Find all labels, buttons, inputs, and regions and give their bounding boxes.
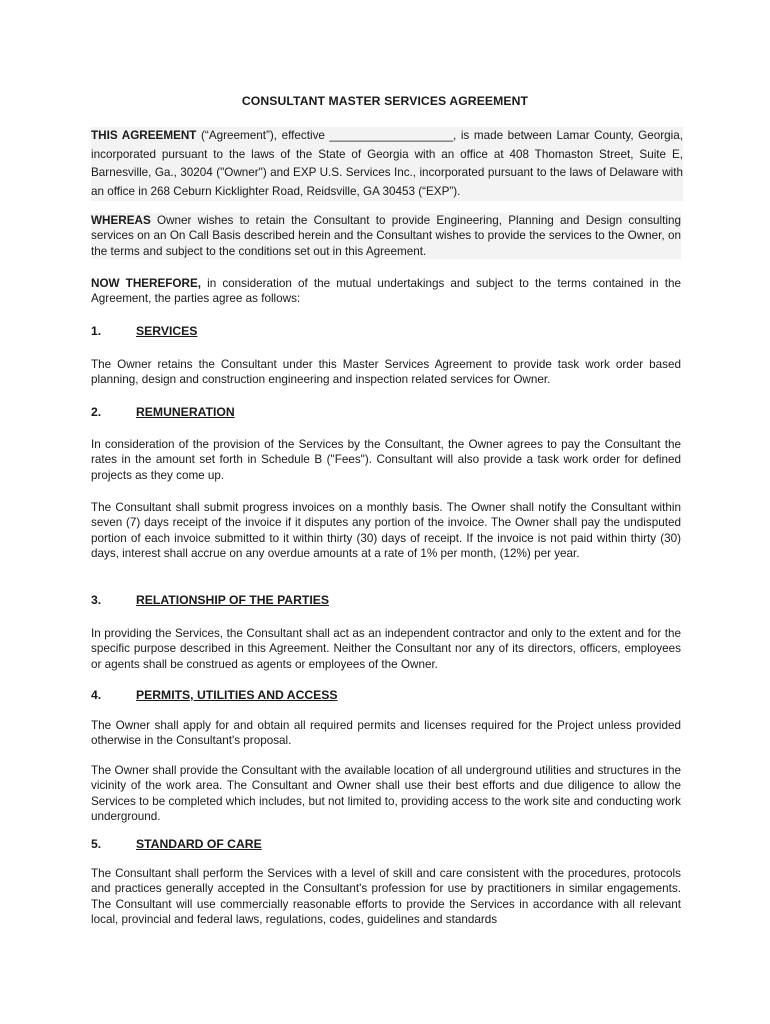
section-paragraph: The Consultant shall perform the Services with a level of skill and care consistent with the procedures, protocols and practices generally accepted in the Consultant's profession for use by practitioners in similar engagements. The Consultant will use commercially reasonable efforts to provide the Services in accordance with all relevant local, provincial and federal laws, regulations, codes, guidelines and standards — [91, 867, 681, 926]
document-title: CONSULTANT MASTER SERVICES AGREEMENT — [241, 94, 529, 108]
intro-paragraph — [91, 127, 683, 201]
section-number: 4. — [91, 688, 102, 702]
section-title: SERVICES — [136, 324, 198, 338]
section-title: PERMITS, UTILITIES AND ACCESS — [136, 688, 338, 702]
section-heading-permits — [91, 688, 338, 702]
section-heading-services — [91, 324, 197, 338]
section-paragraph: The Owner shall provide the Consultant with the available location of all underground utilities and structures in the vicinity of the work area. The Consultant and Owner shall use their best efforts and due diligence to allow the Services to be completed which includes, but not limited to, providing access to the work site and conducting work underground. — [91, 764, 681, 823]
section-heading-relationship — [91, 593, 329, 607]
intro-text: (“Agreement”), effective ___________________, is made between Lamar County, Georgia, incorporated pursuant to the laws of the State of Georgia with an office at 408 Thomaston Street, Suite E, Barnesville, Ga., 30204 ("Owner") and EXP U.S. Services Inc., incorporated pursuant to the laws of Delaware with an office in 268 Ceburn Kicklighter Road, Reidsville, GA 30453 (“EXP”). — [91, 129, 683, 198]
section-heading-remuneration — [91, 405, 235, 419]
section-paragraph: In consideration of the provision of the Services by the Consultant, the Owner agrees to pay the Consultant the rates in the amount set forth in Schedule B ("Fees"). Consultant will also provide a task work order for defined projects as they come up. — [91, 438, 681, 482]
now-therefore-lead: NOW THEREFORE, — [91, 277, 202, 290]
section-paragraph: The Owner shall apply for and obtain all required permits and licenses required for the Project unless provided otherwise in the Consultant's proposal. — [91, 719, 681, 748]
section-number: 2. — [91, 405, 102, 419]
whereas-text: Owner wishes to retain the Consultant to provide Engineering, Planning and Design consulting services on an On Call Basis described herein and the Consultant wishes to provide the services to the Owner, on the terms and subject to the conditions set out in this Agreement. — [91, 214, 681, 258]
section-number: 1. — [91, 324, 102, 338]
section-heading-standard-of-care — [91, 837, 262, 851]
section-number: 5. — [91, 837, 102, 851]
now-therefore-paragraph — [91, 276, 681, 307]
intro-lead: THIS AGREEMENT — [91, 129, 197, 142]
section-number: 3. — [91, 593, 102, 607]
whereas-lead: WHEREAS — [91, 214, 151, 227]
section-title: RELATIONSHIP OF THE PARTIES — [136, 593, 329, 607]
section-paragraph: In providing the Services, the Consultant shall act as an independent contractor and only to the extent and for the specific purpose described in this Agreement. Neither the Consultant nor any of its directors, officers, employees or agents shall be construed as agents or employees of the Owner. — [91, 627, 681, 671]
now-therefore-text: in consideration of the mutual undertakings and subject to the terms contained in the Agreement, the parties agree as follows: — [91, 277, 681, 306]
section-paragraph: The Owner retains the Consultant under this Master Services Agreement to provide task work order based planning, design and construction engineering and inspection related services for Owner. — [91, 358, 681, 387]
whereas-paragraph — [91, 213, 681, 259]
section-title: STANDARD OF CARE — [136, 837, 262, 851]
section-title: REMUNERATION — [136, 405, 235, 419]
section-paragraph: The Consultant shall submit progress invoices on a monthly basis. The Owner shall notify the Consultant within seven (7) days receipt of the invoice if it disputes any portion of the invoice. The Owner shall pay the undisputed portion of each invoice submitted to it within thirty (30) days of receipt. If the invoice is not paid within thirty (30) days, interest shall accrue on any overdue amounts at a rate of 1% per month, (12%) per year. — [91, 501, 681, 560]
